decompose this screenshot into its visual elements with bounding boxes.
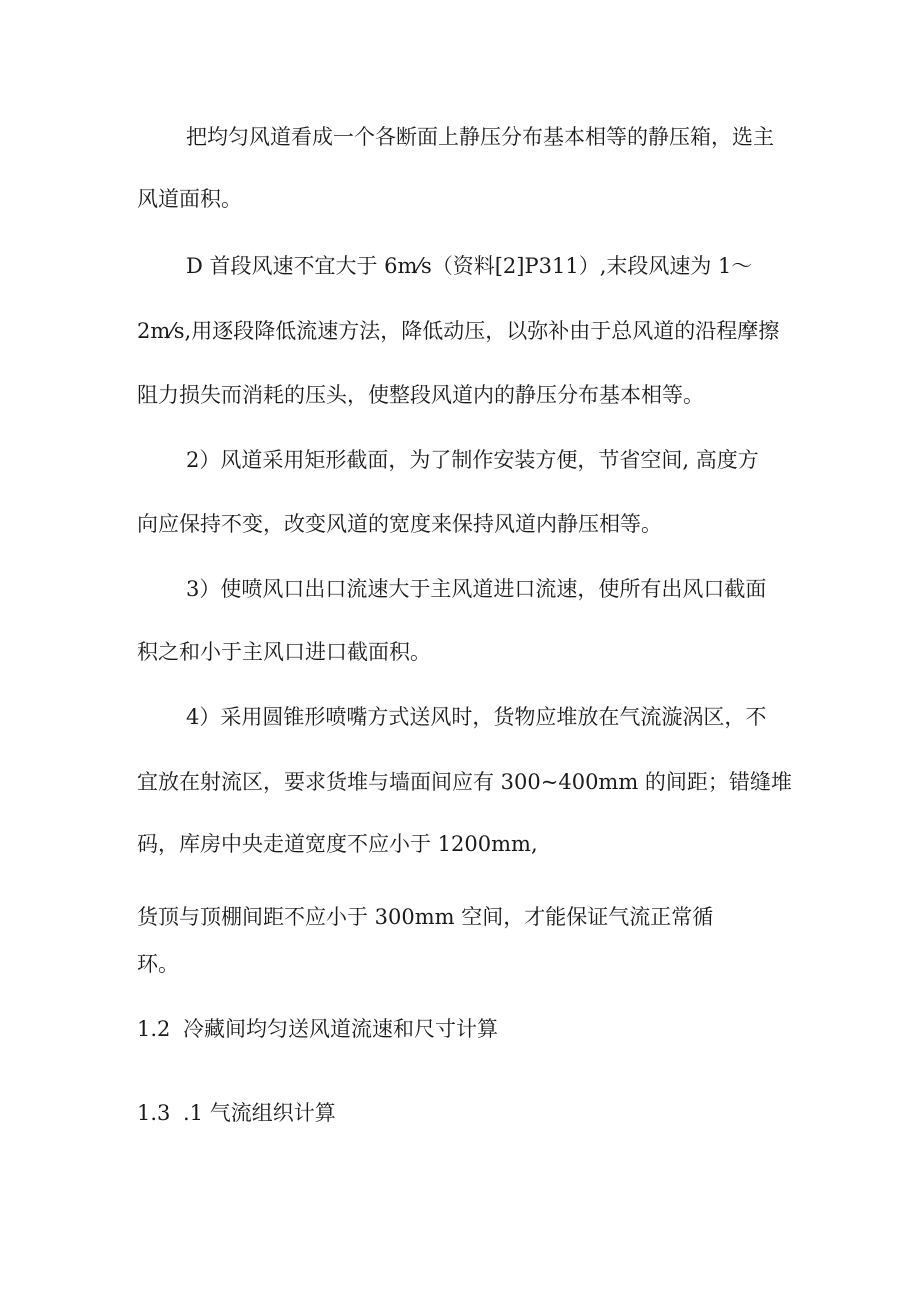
section-heading-1-3 bbox=[137, 1099, 336, 1127]
paragraph-5-line-1: 4）采用圆锥形喷嘴方式送风时，货物应堆放在气流漩涡区，不 bbox=[186, 705, 767, 729]
paragraph-4-line-1: 3）使喷风口出口流速大于主风道进口流速，使所有出风口截面 bbox=[186, 577, 767, 601]
section-number: 1.2 bbox=[137, 1017, 171, 1041]
paragraph-5-line-3: 码，库房中央走道宽度不应小于 1200mm, bbox=[137, 832, 538, 856]
paragraph-3-line-1: 2）风道采用矩形截面，为了制作安装方便，节省空间, 高度方 bbox=[186, 448, 759, 472]
paragraph-1-line-1: 把均匀风道看成一个各断面上静压分布基本相等的静压箱，选主 bbox=[186, 125, 774, 149]
paragraph-6-line-2: 环。 bbox=[137, 952, 179, 976]
paragraph-5-line-2: 宜放在射流区，要求货堆与墙面间应有 300~400mm 的间距；错缝堆 bbox=[137, 770, 792, 794]
section-title: .1 气流组织计算 bbox=[183, 1101, 336, 1125]
paragraph-2-line-2: 2m⁄s,用逐段降低流速方法，降低动压，以弥补由于总风道的沿程摩擦 bbox=[137, 319, 780, 343]
paragraph-6-line-1: 货顶与顶棚间距不应小于 300mm 空间，才能保证气流正常循 bbox=[137, 905, 714, 929]
section-number: 1.3 bbox=[137, 1101, 171, 1125]
paragraph-1-line-2: 风道面积。 bbox=[137, 187, 242, 211]
paragraph-4-line-2: 积之和小于主风口进口截面积。 bbox=[137, 640, 431, 664]
section-heading-1-2 bbox=[137, 1015, 498, 1043]
paragraph-3-line-2: 向应保持不变，改变风道的宽度来保持风道内静压相等。 bbox=[137, 512, 662, 536]
paragraph-2-line-3: 阻力损失而消耗的压头，使整段风道内的静压分布基本相等。 bbox=[137, 383, 704, 407]
section-title: 冷藏间均匀送风道流速和尺寸计算 bbox=[183, 1017, 498, 1041]
paragraph-2-line-1: D 首段风速不宜大于 6m⁄s（资料[2]P311）,末段风速为 1～ bbox=[186, 254, 753, 278]
